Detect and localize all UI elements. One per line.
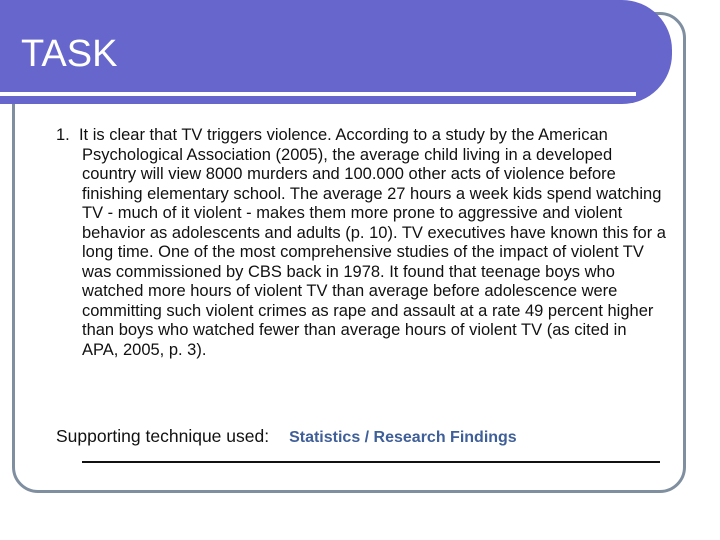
item-number: 1. [56, 126, 70, 144]
answer-underline [82, 461, 660, 463]
title-bar [0, 0, 672, 104]
task-body [56, 126, 666, 360]
task-paragraph: It is clear that TV triggers violence. According to a study by the American Psychological Association (2005), the average child living in a developed country will view 8000 murders and 100.000 other acts of violence before finishing elementary school. The average 27 hours a week kids spend watching TV - much of it violent - makes them more prone to aggressive and violent behavior as adolescents and adults (p. 10). TV executives have known this for a long time. One of the most comprehensive studies of the impact of violent TV was commissioned by CBS back in 1978. It found that teenage boys who watched more hours of violent TV than average before adolescence were committing such violent crimes as rape and assault at a rate 49 percent higher than boys who watched fewer than average hours of violent TV (as cited in APA, 2005, p. 3). [78, 126, 666, 359]
support-answer: Statistics / Research Findings [289, 429, 517, 446]
support-label: Supporting technique used: [56, 426, 270, 446]
supporting-technique-line [56, 426, 676, 447]
slide-title: TASK [21, 33, 118, 75]
task-item [56, 126, 666, 360]
title-divider [0, 92, 636, 96]
